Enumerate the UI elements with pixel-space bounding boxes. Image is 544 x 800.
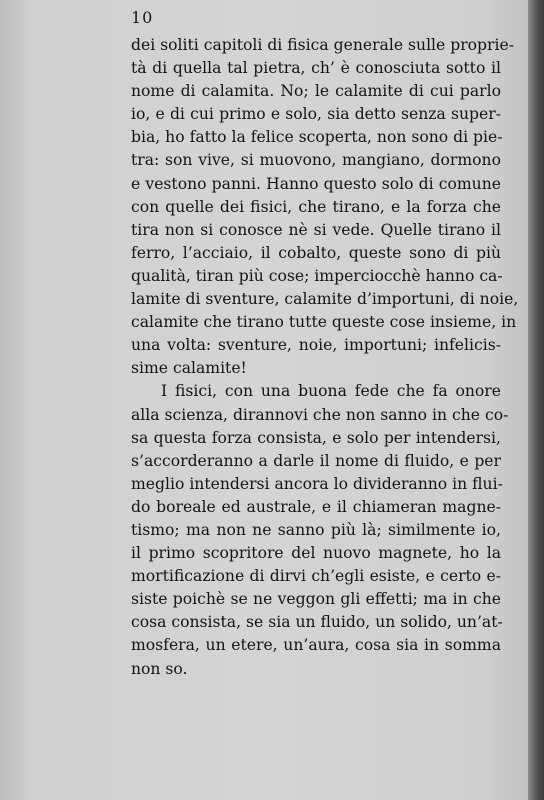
text-line: ferro, l’acciaio, il cobalto, queste sono di più [131,243,501,262]
text-line: io, e di cui primo e solo, sia detto senza super- [131,105,501,124]
text-line: sime calamite! [131,359,247,378]
text-line: nome di calamita. No; le calamite di cui parlo [131,82,501,101]
text-line: cosa consista, se sia un fluido, un solido, un’at- [131,613,503,632]
text-line: tà di quella tal pietra, ch’ è conosciuta sotto il [131,59,501,78]
text-line: I fisici, con una buona fede che fa onore [161,382,501,401]
text-line: alla scienza, dirannovi che non sanno in che co- [131,405,509,424]
text-line: tira non si conosce nè si vede. Quelle tirano il [131,220,501,239]
text-line: non so. [131,659,188,678]
text-line: il primo scopritore del nuovo magnete, ho la [131,544,501,563]
text-line: s’accorderanno a darle il nome di fluido, e per [131,451,501,470]
text-line: tismo; ma non ne sanno più là; similmente io, [131,520,501,539]
text-line: do boreale ed australe, e il chiameran magne- [131,497,501,516]
text-line: meglio intendersi ancora lo divideranno in flui- [131,474,503,493]
text-line: una volta: sventure, noie, importuni; infelicis- [131,336,501,355]
body-text [131,34,519,681]
text-line: lamite di sventure, calamite d’importuni, di noie, [131,290,519,309]
text-line: mortificazione di dirvi ch’egli esiste, e certo e- [131,567,501,586]
text-line: siste poichè se ne veggon gli effetti; ma in che [131,590,501,609]
text-line: mosfera, un etere, un’aura, cosa sia in somma [131,636,501,655]
text-line: qualità, tiran più cose; imperciocchè hanno ca- [131,266,503,285]
text-line: tra: son vive, si muovono, mangiano, dormono [131,151,501,170]
text-line: bia, ho fatto la felice scoperta, non sono di pie- [131,128,503,147]
text-line: con quelle dei fisici, che tirano, e la forza che [131,197,501,216]
text-line: dei soliti capitoli di fisica generale sulle proprie- [131,36,514,54]
text-line: e vestono panni. Hanno questo solo di comune [131,174,501,193]
text-line: calamite che tirano tutte queste cose insieme, in [131,313,517,332]
page-number: 10 [131,8,154,27]
book-edge-shadow [528,0,544,800]
text-line: sa questa forza consista, e solo per intendersi, [131,428,501,447]
